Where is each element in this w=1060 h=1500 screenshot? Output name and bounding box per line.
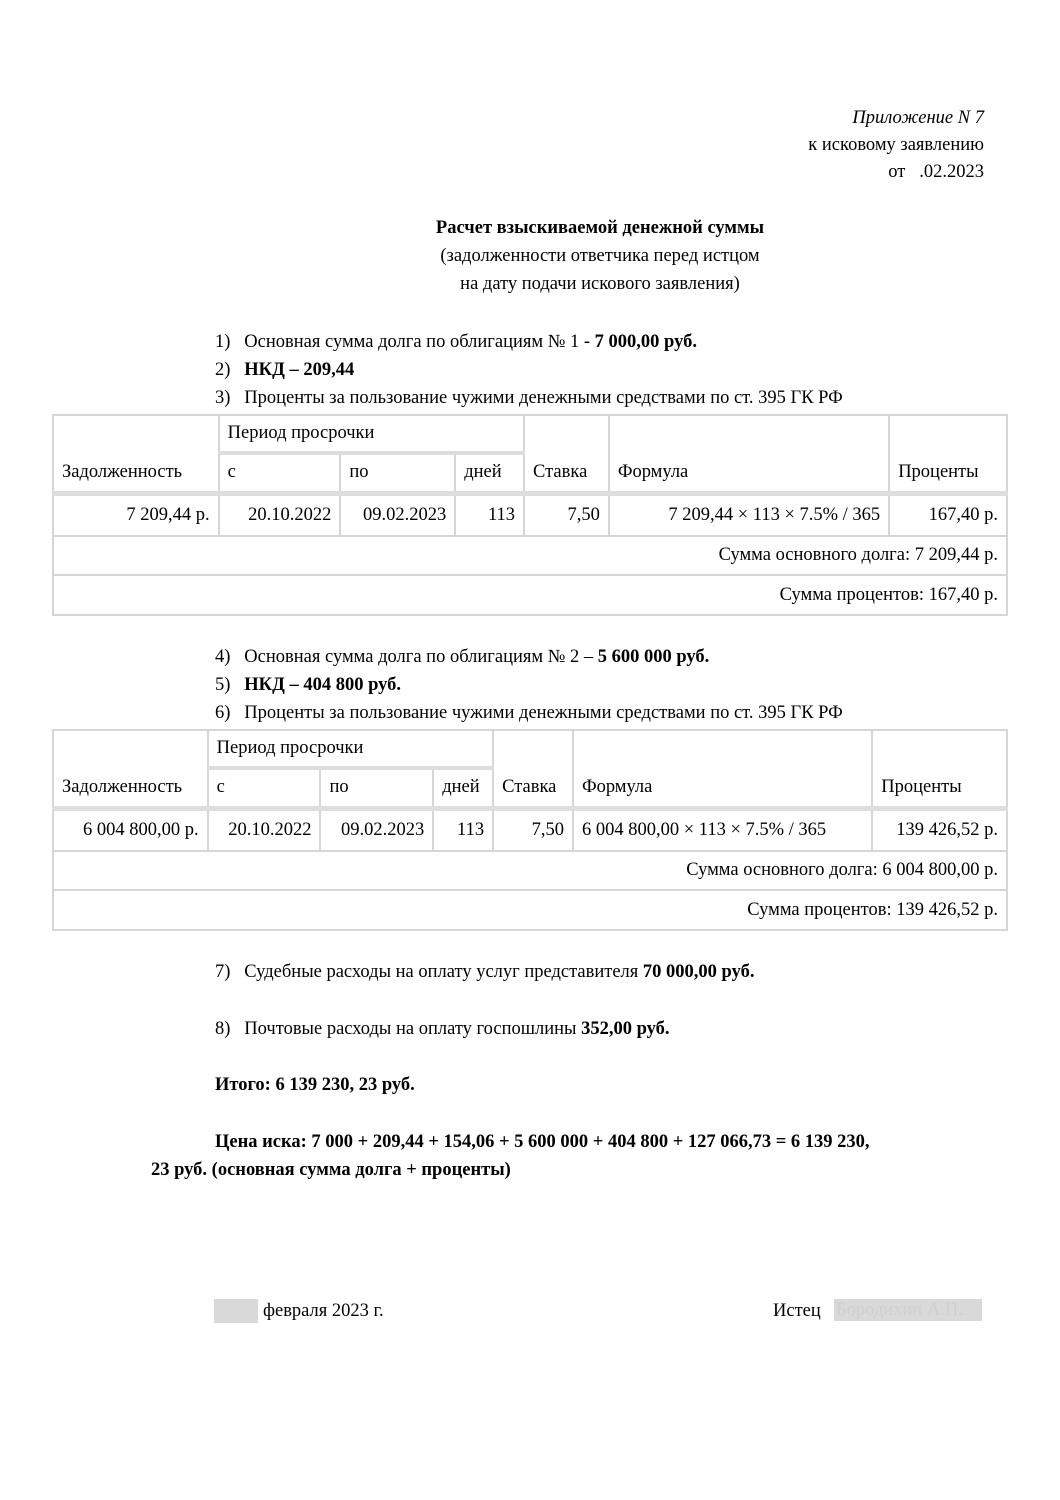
header-debt: Задолженность [53, 730, 208, 808]
header-from: с [208, 768, 321, 808]
cell-formula: 7 209,44 × 113 × 7.5% / 365 [609, 493, 889, 536]
header-days: дней [455, 453, 524, 493]
claim-price-line1: Цена иска: 7 000 + 209,44 + 154,06 + 5 600 000 + 404 800 + 127 066,73 = 6 139 230, [215, 1132, 870, 1152]
list-item [215, 359, 354, 381]
item-amount: 70 000,00 руб. [642, 962, 755, 982]
item-number: 6) [215, 703, 231, 723]
header-to: по [340, 453, 455, 493]
item-number: 4) [215, 647, 231, 667]
cell-debt: 7 209,44 р. [53, 493, 219, 536]
sum-interest: Сумма процентов: 139 426,52 р. [53, 890, 1007, 930]
item-text: Проценты за пользование чужими денежными средствами по ст. 395 ГК РФ [244, 388, 843, 408]
item-number: 8) [215, 1019, 231, 1039]
plaintiff-label: Истец [773, 1301, 821, 1321]
cell-interest: 167,40 р. [889, 493, 1007, 536]
list-item [215, 702, 843, 724]
cell-from: 20.10.2022 [208, 808, 321, 851]
cell-from: 20.10.2022 [219, 493, 341, 536]
item-amount: 7 000,00 руб. [594, 332, 697, 352]
appendix-line2: к исковому заявлению [808, 135, 984, 155]
cell-days: 113 [433, 808, 493, 851]
sum-interest: Сумма процентов: 167,40 р. [53, 575, 1007, 615]
item-text: Судебные расходы на оплату услуг представителя [244, 962, 643, 982]
list-item [215, 387, 843, 409]
header-interest: Проценты [872, 730, 1007, 808]
item-text: Проценты за пользование чужими денежными средствами по ст. 395 ГК РФ [244, 703, 843, 723]
total: Итого: 6 139 230, 23 руб. [215, 1075, 415, 1095]
list-item [215, 674, 401, 696]
item-text: Основная сумма долга по облигациям № 2 – [244, 647, 598, 667]
item-number: 1) [215, 332, 231, 352]
claim-price-line2: 23 руб. (основная сумма долга + проценты) [151, 1160, 511, 1180]
table-row [53, 493, 1007, 536]
item-amount: НКД – 404 800 руб. [244, 675, 402, 695]
cell-to: 09.02.2023 [320, 808, 433, 851]
sum-debt: Сумма основного долга: 7 209,44 р. [53, 536, 1007, 575]
cell-rate: 7,50 [493, 808, 573, 851]
header-period: Период просрочки [219, 415, 524, 453]
header-interest: Проценты [889, 415, 1007, 493]
cell-formula: 6 004 800,00 × 113 × 7.5% / 365 [573, 808, 872, 851]
list-item [215, 1018, 670, 1040]
header-formula: Формула [573, 730, 872, 808]
item-number: 3) [215, 388, 231, 408]
plaintiff-name: Бородихин А.П. [834, 1299, 982, 1321]
interest-table-2 [52, 729, 1008, 931]
list-item [215, 961, 754, 983]
redacted-day [214, 1299, 258, 1323]
cell-interest: 139 426,52 р. [872, 808, 1007, 851]
cell-debt: 6 004 800,00 р. [53, 808, 208, 851]
title-sub2: на дату подачи искового заявления) [460, 274, 740, 294]
item-text: Почтовые расходы на оплату госпошлины [244, 1019, 582, 1039]
header-rate: Ставка [493, 730, 573, 808]
header-rate: Ставка [524, 415, 609, 493]
signature-date: февраля 2023 г. [263, 1301, 384, 1321]
header-days: дней [433, 768, 493, 808]
header-period: Период просрочки [208, 730, 493, 768]
title-sub1: (задолженности ответчика перед истцом [440, 246, 760, 266]
cell-days: 113 [455, 493, 524, 536]
interest-table-1 [52, 414, 1008, 616]
header-from: с [219, 453, 341, 493]
item-number: 2) [215, 360, 231, 380]
document-title: Расчет взыскиваемой денежной суммы [435, 218, 765, 238]
header-to: по [320, 768, 433, 808]
list-item [215, 331, 697, 353]
item-amount: НКД – 209,44 [244, 360, 355, 380]
list-item [215, 646, 709, 668]
cell-to: 09.02.2023 [340, 493, 455, 536]
appendix-date: от .02.2023 [888, 162, 984, 182]
item-amount: 352,00 руб. [581, 1019, 670, 1039]
header-debt: Задолженность [53, 415, 219, 493]
table-row [53, 808, 1007, 851]
item-amount: 5 600 000 руб. [597, 647, 710, 667]
cell-rate: 7,50 [524, 493, 609, 536]
plaintiff-name-redacted [834, 1299, 982, 1323]
appendix-label: Приложение N 7 [852, 108, 984, 128]
item-number: 7) [215, 962, 231, 982]
item-number: 5) [215, 675, 231, 695]
item-text: Основная сумма долга по облигациям № 1 - [244, 332, 595, 352]
sum-debt: Сумма основного долга: 6 004 800,00 р. [53, 851, 1007, 890]
header-formula: Формула [609, 415, 889, 493]
